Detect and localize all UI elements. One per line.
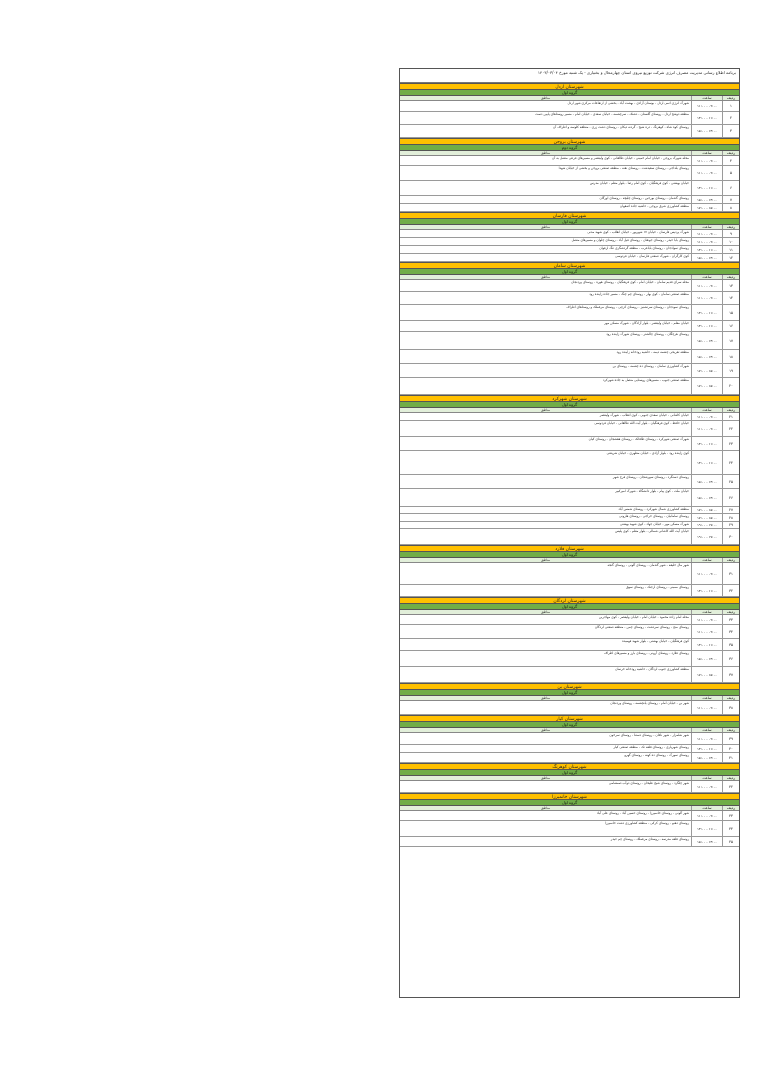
row-time: ۱۱:۰۰ - ۱۳:۰۰ xyxy=(691,745,722,752)
row-time: ۱۱:۰۰ - ۱۳:۰۰ xyxy=(691,451,722,474)
row-area: منطقه کشاورزی شرق بروجن - حاشیه جاده اصفهان xyxy=(619,204,689,208)
row-area: شهرک پردیس فارسان - خیابان ۱۷ شهریور - خیابان انقلاب - کوی شهید مدنی xyxy=(587,230,689,234)
row-number: ۳۵ xyxy=(722,639,739,650)
row-number: ۱۵ xyxy=(722,305,739,320)
table-row xyxy=(400,451,739,475)
row-number: ۴۲ xyxy=(722,781,739,792)
row-area: منطقه تفریحی چشمه دیمه - حاشیه رودخانه زاینده رود xyxy=(616,350,689,354)
row-time: ۱۱:۰۰ - ۱۳:۰۰ xyxy=(691,821,722,836)
column-header-time: ساعت xyxy=(691,610,722,614)
table-row xyxy=(400,522,739,529)
row-time: ۰۹:۰۰ - ۱۱:۰۰ xyxy=(691,292,722,304)
table-row xyxy=(400,101,739,112)
row-area: روستای هرچگان - روستای چالشتر - روستای شهرک زاینده رود xyxy=(606,332,689,336)
period-header: گروه اول xyxy=(400,722,739,728)
column-header-area: مناطق xyxy=(541,610,550,614)
row-area: کوی زاینده رود - بلوار آزادی - خیابان مطهری - خیابان شریعتی xyxy=(606,451,689,455)
row-area: روستای بابا حیدر - روستای جونقان - روستای فیل آباد - روستای چلوان و مسیرهای متصل xyxy=(571,238,689,242)
row-area: شهرک مسکن مهر - خیابان جهاد - کوی شهید بهشتی xyxy=(619,522,689,526)
row-area: شهرک صنعتی شهرکرد - روستای طاقانک - روستای هفشجان - روستای کیان xyxy=(588,437,689,441)
row-number: ۲۹ xyxy=(722,522,739,528)
row-number: ۲ xyxy=(722,112,739,124)
row-time: ۰۹:۰۰ - ۱۱:۰۰ xyxy=(691,238,722,245)
row-time: ۱۱:۰۰ - ۱۳:۰۰ xyxy=(691,181,722,195)
row-time: ۱۵:۰۰ - ۱۷:۰۰ xyxy=(691,667,722,682)
column-header-area: مناطق xyxy=(541,776,550,780)
row-number: ۱۱ xyxy=(722,246,739,253)
row-time: ۱۳:۰۰ - ۱۵:۰۰ xyxy=(691,196,722,203)
table-row xyxy=(400,413,739,421)
column-header-number: ردیف xyxy=(722,806,739,810)
row-area: خیابان آیت الله کاشانی شمالی - بلوار معلم - کوی پلیس xyxy=(615,529,689,533)
row-number: ۶ xyxy=(722,181,739,195)
column-header-time: ساعت xyxy=(691,275,722,279)
row-number: ۳۱ xyxy=(722,563,739,584)
column-header-time: ساعت xyxy=(691,558,722,562)
column-header-number: ردیف xyxy=(722,728,739,732)
table-row xyxy=(400,753,739,763)
row-time: ۰۹:۰۰ - ۱۱:۰۰ xyxy=(691,101,722,111)
column-header-number: ردیف xyxy=(722,225,739,229)
table-row xyxy=(400,305,739,321)
column-header-time: ساعت xyxy=(691,225,722,229)
row-time: ۱۱:۰۰ - ۱۳:۰۰ xyxy=(691,639,722,650)
province-header: شهرستان فلارد xyxy=(400,545,739,552)
row-number: ۳۶ xyxy=(722,651,739,666)
row-area: شهر چلگرد - روستای شیخ علیخان - روستای دوآب صمصامی xyxy=(608,781,689,785)
table-row xyxy=(400,514,739,522)
column-header-time: ساعت xyxy=(691,151,722,155)
row-area: خیابان معلم - خیابان ولیعصر - بلوار آزادگان - شهرک مسکن مهر xyxy=(604,321,689,325)
row-time: ۰۹:۰۰ - ۱۱:۰۰ xyxy=(691,421,722,436)
row-time: ۱۱:۰۰ - ۱۳:۰۰ xyxy=(691,246,722,253)
period-header: گروه اول xyxy=(400,552,739,558)
column-header-time: ساعت xyxy=(691,96,722,100)
row-number: ۲۵ xyxy=(722,475,739,488)
table-row xyxy=(400,563,739,585)
row-time: ۰۹:۰۰ - ۱۱:۰۰ xyxy=(691,166,722,180)
row-time: ۱۷:۰۰ - ۱۹:۰۰ xyxy=(691,529,722,544)
row-area: روستای دهنو - روستای کرکی - منطقه کشاورزی دشت خانمیرزا xyxy=(604,821,689,825)
row-number: ۷ xyxy=(722,196,739,203)
row-time: ۱۱:۰۰ - ۱۳:۰۰ xyxy=(691,321,722,331)
table-row xyxy=(400,246,739,254)
row-area: شهرک کشاورزی سامان - روستای ده چشمه - روستای بن xyxy=(612,364,689,368)
row-number: ۲۱ xyxy=(722,413,739,420)
table-row xyxy=(400,204,739,212)
column-header-area: مناطق xyxy=(541,696,550,700)
row-area: محله شهرک بروجن - خیابان امام خمینی - خیابان طالقانی - کوی ولیعصر و مسیرهای فرعی متصل به آن xyxy=(552,156,689,160)
row-time: ۰۹:۰۰ - ۱۱:۰۰ xyxy=(691,701,722,714)
column-header-time: ساعت xyxy=(691,728,722,732)
row-number: ۲۶ xyxy=(722,489,739,506)
province-header: شهرستان لردگان xyxy=(400,597,739,604)
row-number: ۴۳ xyxy=(722,811,739,820)
table-row xyxy=(400,230,739,238)
column-header-area: مناطق xyxy=(541,558,550,562)
row-number: ۵ xyxy=(722,166,739,180)
table-row xyxy=(400,238,739,246)
outage-schedule-document xyxy=(399,68,740,998)
table-row xyxy=(400,507,739,514)
row-number: ۳۷ xyxy=(722,667,739,682)
row-number: ۴۰ xyxy=(722,745,739,752)
row-number: ۱۴ xyxy=(722,292,739,304)
province-header: شهرستان بن xyxy=(400,683,739,690)
column-header-area: مناطق xyxy=(541,408,550,412)
row-number: ۲۴ xyxy=(722,451,739,474)
table-row xyxy=(400,667,739,683)
row-area: روستای قلعه مدرسه - روستای مرغملک - روستای چم حیدر xyxy=(610,837,689,841)
period-header: گروه اول xyxy=(400,604,739,610)
period-header: گروه اول xyxy=(400,269,739,275)
table-row xyxy=(400,125,739,138)
row-number: ۳۲ xyxy=(722,585,739,596)
row-area: شهر بن - خیابان امام - روستای یانچشمه - روستای وردنجان xyxy=(610,701,689,705)
table-row xyxy=(400,475,739,489)
table-row xyxy=(400,321,739,332)
column-header-time: ساعت xyxy=(691,776,722,780)
row-area: روستای شهریاری - روستای قلعه تک - منطقه صنعتی کیار xyxy=(613,745,689,749)
row-area: روستای منج - روستای سردشت - روستای چمن - منطقه صنعتی لردگان xyxy=(594,625,689,629)
row-time: ۱۳:۰۰ - ۱۵:۰۰ xyxy=(691,489,722,506)
row-area: خیابان حافظ - کوی فرهنگیان - بلوار آیت الله طالقانی - خیابان فردوسی xyxy=(594,421,689,425)
row-area: روستای سورک - روستای ده کهنه - روستای گهرو xyxy=(624,753,689,757)
province-header: شهرستان اردل xyxy=(400,83,739,90)
table-row xyxy=(400,280,739,292)
table-row xyxy=(400,421,739,437)
row-area: خیابان ملت - کوی پیام - بلوار دانشگاه - شهرک امیرکبیر xyxy=(615,489,689,493)
row-area: روستای سوادجان - روستای باباعرب - منطقه گردشگری تنگ ارغوان xyxy=(599,246,689,250)
row-area: شهر آلونی - روستای خانمیرزا - روستای حسین آباد - روستای علی آباد xyxy=(596,811,689,815)
row-number: ۳۰ xyxy=(722,529,739,544)
table-row xyxy=(400,781,739,793)
row-number: ۴ xyxy=(722,156,739,165)
row-time: ۱۵:۰۰ - ۱۷:۰۰ xyxy=(691,204,722,211)
table-row xyxy=(400,378,739,395)
province-header: شهرستان کوهرنگ xyxy=(400,763,739,770)
row-area: خیابان کاشانی - خیابان سعدی جنوبی - کوی انقلاب - شهرک ولیعصر xyxy=(599,413,689,417)
table-row xyxy=(400,350,739,364)
table-row xyxy=(400,196,739,204)
row-number: ۳۴ xyxy=(722,625,739,638)
period-header: گروه اول xyxy=(400,90,739,96)
column-header-number: ردیف xyxy=(722,610,739,614)
period-header: گروه اول xyxy=(400,219,739,225)
row-time: ۱۱:۰۰ - ۱۳:۰۰ xyxy=(691,585,722,596)
column-header-number: ردیف xyxy=(722,275,739,279)
row-number: ۹ xyxy=(722,230,739,237)
row-number: ۸ xyxy=(722,204,739,211)
table-row xyxy=(400,529,739,545)
row-number: ۲۸ xyxy=(722,514,739,521)
row-area: روستای گندمان - روستای بورجین - روستای چلیچه - روستای اورگان xyxy=(599,196,689,200)
row-area: شهرک انرژی اتمی اردل - بوستان آزادی - بهشت آباد - بخشی از ارتفاعات مرکزی شهر اردل xyxy=(567,101,689,105)
row-number: ۱۲ xyxy=(722,254,739,261)
period-header: گروه اول xyxy=(400,690,739,696)
table-row xyxy=(400,585,739,597)
row-time: ۰۹:۰۰ - ۱۱:۰۰ xyxy=(691,811,722,820)
period-header: گروه اول xyxy=(400,800,739,806)
row-area: روستای کوه شاه - کوهرنگ - دره شیخ - گردنه دیکان - روستای دشت زری - منطقه کلوسه و اطراف آن xyxy=(553,125,689,129)
row-number: ۳۸ xyxy=(722,701,739,714)
column-header-area: مناطق xyxy=(541,96,550,100)
row-time: ۱۳:۰۰ - ۱۵:۰۰ xyxy=(691,350,722,363)
table-row xyxy=(400,166,739,181)
row-area: منطقه صنعتی سامان - کوی بهار - روستای چم چنگ - مسیر جاده زاینده رود xyxy=(589,292,689,296)
row-time: ۱۱:۰۰ - ۱۳:۰۰ xyxy=(691,437,722,450)
row-area: محله سرای قدیم سامان - خیابان امام - کوی فرهنگیان - روستای هوره - روستای وردنجان xyxy=(571,280,689,284)
row-area: کوی فرهنگیان - خیابان بهشتی - بلوار شهید فهمیده xyxy=(622,639,689,643)
table-row xyxy=(400,701,739,715)
row-number: ۳ xyxy=(722,125,739,137)
province-header: شهرستان سامان xyxy=(400,262,739,269)
column-header-area: مناطق xyxy=(541,225,550,229)
table-row xyxy=(400,254,739,262)
row-area: شهر شلمزار - شهر ناغان - روستای دستنا - روستای سرخون xyxy=(609,733,689,737)
row-time: ۱۳:۰۰ - ۱۵:۰۰ xyxy=(691,753,722,762)
row-area: شهر مال خلیفه - شهر گندمان - روستای آلونی - روستای گنجه xyxy=(607,563,689,567)
table-row xyxy=(400,112,739,125)
row-number: ۲۷ xyxy=(722,507,739,513)
row-time: ۱۱:۰۰ - ۱۳:۰۰ xyxy=(691,112,722,124)
table-row xyxy=(400,332,739,350)
row-time: ۱۵:۰۰ - ۱۷:۰۰ xyxy=(691,364,722,377)
row-time: ۰۹:۰۰ - ۱۱:۰۰ xyxy=(691,156,722,165)
table-row xyxy=(400,181,739,196)
column-header-time: ساعت xyxy=(691,408,722,412)
row-time: ۱۵:۰۰ - ۱۷:۰۰ xyxy=(691,507,722,513)
table-row xyxy=(400,437,739,451)
province-header: شهرستان بروجن xyxy=(400,138,739,145)
row-time: ۱۳:۰۰ - ۱۵:۰۰ xyxy=(691,254,722,261)
row-time: ۱۳:۰۰ - ۱۵:۰۰ xyxy=(691,837,722,846)
column-header-number: ردیف xyxy=(722,558,739,562)
row-time: ۰۹:۰۰ - ۱۱:۰۰ xyxy=(691,625,722,638)
row-time: ۱۷:۰۰ - ۱۹:۰۰ xyxy=(691,522,722,528)
table-row xyxy=(400,489,739,507)
column-header-number: ردیف xyxy=(722,696,739,700)
table-row xyxy=(400,625,739,639)
table-row xyxy=(400,156,739,166)
row-number: ۴۱ xyxy=(722,753,739,762)
row-number: ۴۴ xyxy=(722,821,739,836)
row-area: روستای فلارد - روستای آرونی - روستای بارز و مسیرهای اطراف xyxy=(603,651,689,655)
row-number: ۱۶ xyxy=(722,321,739,331)
document-title: برنامه اطلاع رسانی مدیریت مصرف انرژی شرکت توزیع نیروی استان چهارمحال و بختیاری - یک شنبه مورخ ۱۴۰۳/۰۳/۰۴ xyxy=(400,69,739,83)
province-header: شهرستان خانمیرزا xyxy=(400,793,739,800)
row-time: ۱۵:۰۰ - ۱۷:۰۰ xyxy=(691,378,722,394)
column-header-area: مناطق xyxy=(541,728,550,732)
table-row xyxy=(400,745,739,753)
row-number: ۱۸ xyxy=(722,350,739,363)
row-time: ۰۹:۰۰ - ۱۱:۰۰ xyxy=(691,563,722,584)
period-header: گروه اول xyxy=(400,402,739,408)
table-row xyxy=(400,292,739,305)
row-time: ۰۹:۰۰ - ۱۱:۰۰ xyxy=(691,230,722,237)
column-header-number: ردیف xyxy=(722,408,739,412)
row-time: ۰۹:۰۰ - ۱۱:۰۰ xyxy=(691,781,722,792)
column-header-number: ردیف xyxy=(722,151,739,155)
table-row xyxy=(400,364,739,378)
row-area: روستای سامانیان - روستای خراجی - روستای هارونی xyxy=(619,514,689,518)
row-area: کوی کارگران - شهرک صنعتی فارسان - خیابان فردوسی xyxy=(615,254,689,258)
row-time: ۱۳:۰۰ - ۱۵:۰۰ xyxy=(691,332,722,349)
row-area: روستای بلداجی - روستای سفیدشت - روستای نقنه - منطقه صنعتی بروجن و بخشی از خیابان شهدا xyxy=(558,166,689,170)
row-number: ۳۳ xyxy=(722,615,739,624)
row-number: ۱۷ xyxy=(722,332,739,349)
column-header-area: مناطق xyxy=(541,275,550,279)
row-time: ۱۳:۰۰ - ۱۵:۰۰ xyxy=(691,651,722,666)
row-number: ۲۰ xyxy=(722,378,739,394)
row-number: ۳۹ xyxy=(722,733,739,744)
row-area: خیابان بهشتی - کوی فرهنگیان - کوی امام رضا - بلوار معلم - خیابان مدرس xyxy=(589,181,689,185)
table-row xyxy=(400,615,739,625)
row-number: ۱۰ xyxy=(722,238,739,245)
row-number: ۲۲ xyxy=(722,421,739,436)
row-area: منطقه دوشخ اردل - روستای گلستان - دشتک - سرچشمه - خیابان سعدی - خیابان امام - مسیر روستاهای پایین دست xyxy=(535,112,689,116)
table-row xyxy=(400,733,739,745)
table-row xyxy=(400,837,739,847)
schedule-sections xyxy=(400,83,739,847)
column-header-time: ساعت xyxy=(691,806,722,810)
column-header-area: مناطق xyxy=(541,151,550,155)
column-header-area: مناطق xyxy=(541,806,550,810)
province-header: شهرستان شهرکرد xyxy=(400,395,739,402)
row-number: ۲۳ xyxy=(722,437,739,450)
row-time: ۰۹:۰۰ - ۱۱:۰۰ xyxy=(691,280,722,291)
row-time: ۰۹:۰۰ - ۱۱:۰۰ xyxy=(691,413,722,420)
period-header: گروه دوم xyxy=(400,145,739,151)
province-header: شهرستان فارسان xyxy=(400,212,739,219)
province-header: شهرستان کیار xyxy=(400,715,739,722)
row-area: روستای دستگرد - روستای سورشجان - روستای فرخ شهر xyxy=(612,475,689,479)
row-time: ۱۳:۰۰ - ۱۵:۰۰ xyxy=(691,475,722,488)
row-area: محله امام زاده محمود - خیابان امام - خیابان ولیعصر - کوی مهاجرین xyxy=(599,615,689,619)
row-number: ۱۳ xyxy=(722,280,739,291)
column-header-number: ردیف xyxy=(722,776,739,780)
row-number: ۱ xyxy=(722,101,739,111)
table-row xyxy=(400,651,739,667)
row-time: ۱۳:۰۰ - ۱۵:۰۰ xyxy=(691,125,722,137)
row-time: ۰۹:۰۰ - ۱۱:۰۰ xyxy=(691,615,722,624)
row-area: روستای ممبنی - روستای ارجنک - روستای سوق xyxy=(625,585,689,589)
row-number: ۴۵ xyxy=(722,837,739,846)
column-header-number: ردیف xyxy=(722,96,739,100)
row-area: منطقه کشاورزی شمال شهرکرد - روستای شمس آباد xyxy=(618,507,689,511)
row-time: ۱۱:۰۰ - ۱۳:۰۰ xyxy=(691,305,722,320)
row-area: روستای سودجان - روستای سرتشنیز - روستای کرچی - روستای مرغملک و روستاهای اطراف xyxy=(566,305,689,309)
row-area: منطقه صنعتی جنوب - مسیرهای روستایی متصل به جاده شهرکرد xyxy=(603,378,689,382)
table-row xyxy=(400,821,739,837)
row-area: منطقه کشاورزی جنوب لردگان - حاشیه رودخانه خرسان xyxy=(615,667,689,671)
column-header-time: ساعت xyxy=(691,696,722,700)
row-time: ۰۹:۰۰ - ۱۱:۰۰ xyxy=(691,733,722,744)
period-header: گروه اول xyxy=(400,770,739,776)
table-row xyxy=(400,639,739,651)
row-number: ۱۹ xyxy=(722,364,739,377)
row-time: ۱۵:۰۰ - ۱۷:۰۰ xyxy=(691,514,722,521)
table-row xyxy=(400,811,739,821)
